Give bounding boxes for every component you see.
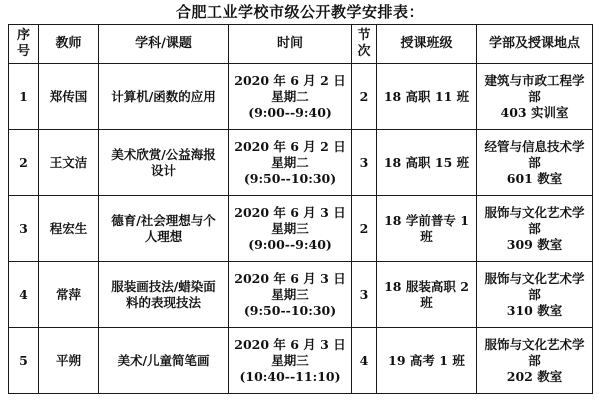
period-cell: 2 xyxy=(352,64,377,130)
location-cell: 建筑与市政工程学部 403 实训室 xyxy=(477,64,593,130)
header-row xyxy=(9,25,593,64)
period-cell: 4 xyxy=(352,328,377,394)
course-cell: 服装画技法/蜡染面 料的表现技法 xyxy=(99,262,229,328)
table-row xyxy=(9,262,593,328)
course-cell: 美术欣赏/公益海报 设计 xyxy=(99,130,229,196)
class-cell: 18 学前普专 1 班 xyxy=(377,196,477,262)
header-location: 学部及授课地点 xyxy=(477,25,593,64)
course-cell: 美术/儿童简笔画 xyxy=(99,328,229,394)
seq-cell: 2 xyxy=(9,130,39,196)
teacher-cell: 常萍 xyxy=(39,262,99,328)
location-cell: 服饰与文化艺术学部 309 教室 xyxy=(477,196,593,262)
teacher-cell: 程宏生 xyxy=(39,196,99,262)
table-row xyxy=(9,196,593,262)
time-cell: 2020 年 6 月 2 日 星期二 (9:50--10:30) xyxy=(229,130,352,196)
location-cell: 服饰与文化艺术学部 310 教室 xyxy=(477,262,593,328)
seq-cell: 3 xyxy=(9,196,39,262)
schedule-table xyxy=(8,24,593,394)
class-cell: 18 高职 11 班 xyxy=(377,64,477,130)
table-row xyxy=(9,130,593,196)
header-class: 授课班级 xyxy=(377,25,477,64)
teacher-cell: 王文洁 xyxy=(39,130,99,196)
period-cell: 2 xyxy=(352,196,377,262)
class-cell: 18 高职 15 班 xyxy=(377,130,477,196)
seq-cell: 4 xyxy=(9,262,39,328)
class-cell: 19 高考 1 班 xyxy=(377,328,477,394)
teacher-cell: 郑传国 xyxy=(39,64,99,130)
location-cell: 服饰与文化艺术学部 202 教室 xyxy=(477,328,593,394)
header-period: 节 次 xyxy=(352,25,377,64)
teacher-cell: 平朔 xyxy=(39,328,99,394)
class-cell: 18 服装高职 2 班 xyxy=(377,262,477,328)
location-cell: 经管与信息技术学部 601 教室 xyxy=(477,130,593,196)
header-teacher: 教师 xyxy=(39,25,99,64)
header-time: 时间 xyxy=(229,25,352,64)
table-row xyxy=(9,328,593,394)
course-cell: 计算机/函数的应用 xyxy=(99,64,229,130)
period-cell: 3 xyxy=(352,262,377,328)
seq-cell: 5 xyxy=(9,328,39,394)
table-row xyxy=(9,64,593,130)
time-cell: 2020 年 6 月 3 日 星期三 (9:50--10:30) xyxy=(229,262,352,328)
time-cell: 2020 年 6 月 2 日 星期二 (9:00--9:40) xyxy=(229,64,352,130)
document-title: 合肥工业学校市级公开教学安排表： xyxy=(175,3,424,21)
time-cell: 2020 年 6 月 3 日 星期三 (9:00--9:40) xyxy=(229,196,352,262)
course-cell: 德育/社会理想与个 人理想 xyxy=(99,196,229,262)
header-seq: 序 号 xyxy=(9,25,39,64)
period-cell: 3 xyxy=(352,130,377,196)
time-cell: 2020 年 6 月 3 日 星期三 (10:40--11:10) xyxy=(229,328,352,394)
header-course: 学科/课题 xyxy=(99,25,229,64)
seq-cell: 1 xyxy=(9,64,39,130)
